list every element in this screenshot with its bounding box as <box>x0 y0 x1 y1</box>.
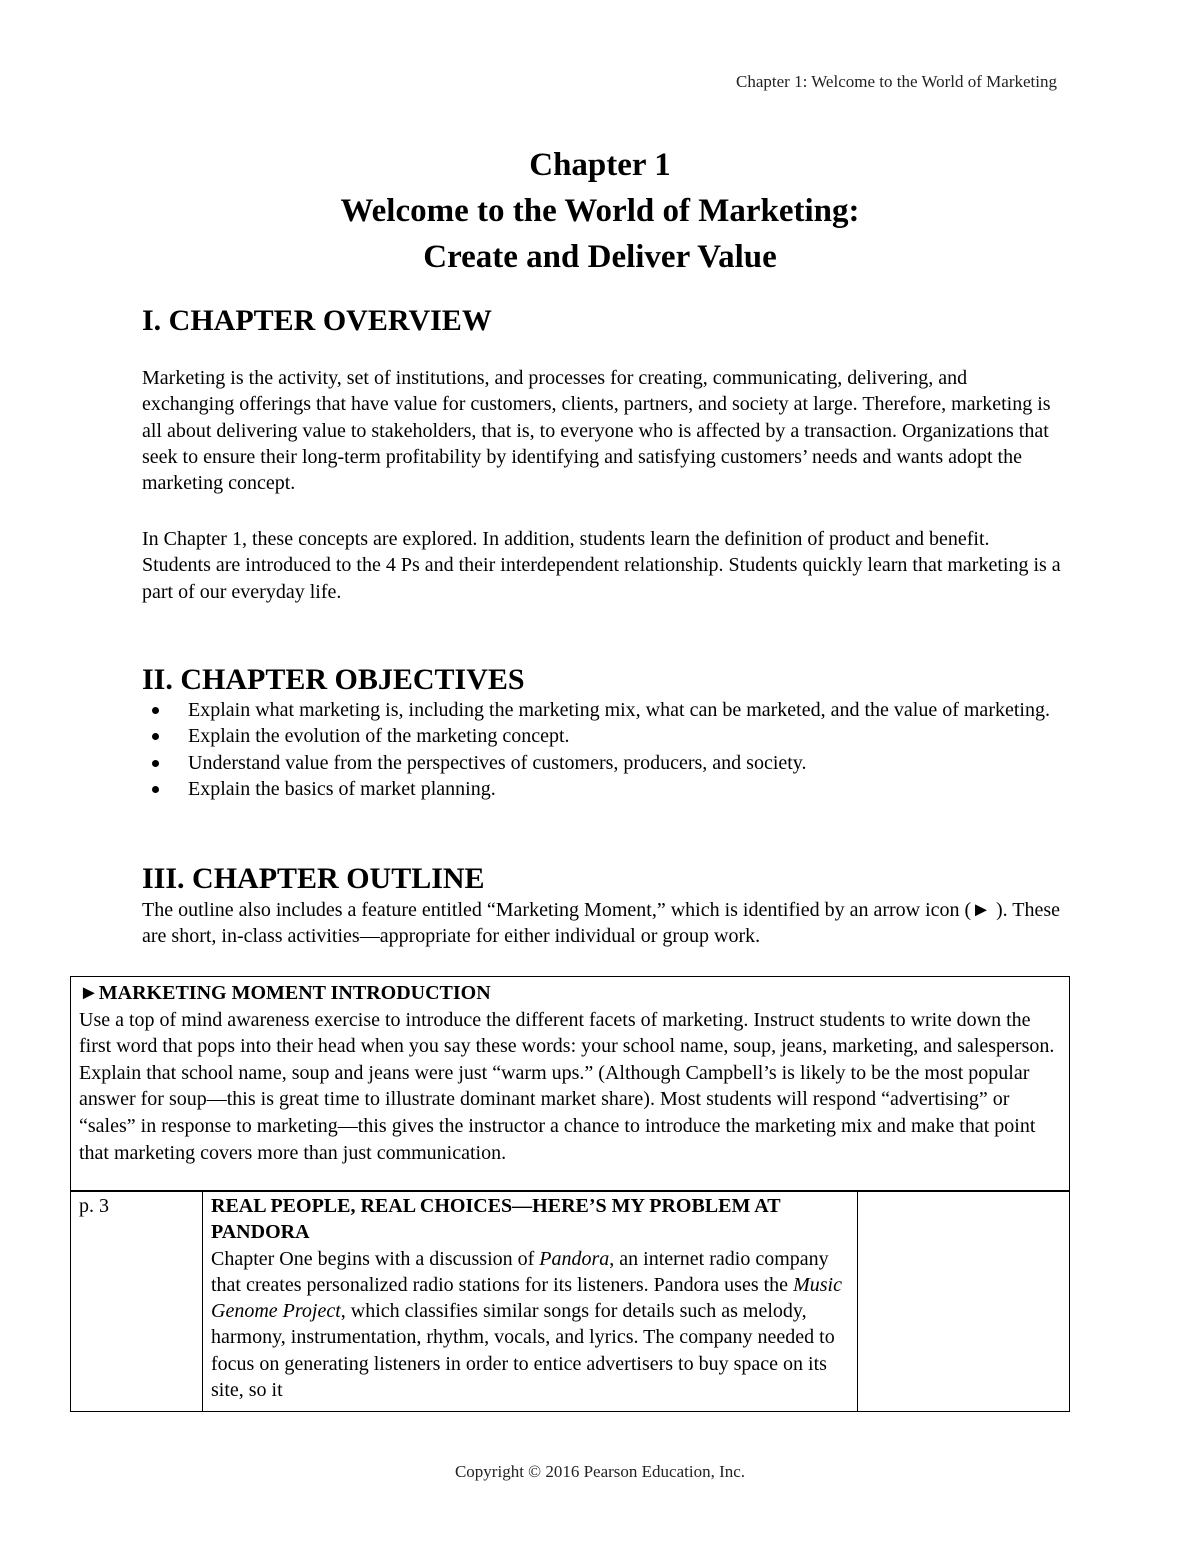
objective-item: Explain what marketing is, including the marketing mix, what can be marketed, and the value of marketing. <box>142 697 1062 723</box>
marketing-moment-title: ►MARKETING MOMENT INTRODUCTION <box>79 982 491 1004</box>
outline-intro-text: The outline also includes a feature entitled “Marketing Moment,” which is identified by an arrow icon (► ). These are short, in-class activities—appropriate for either individual or group work. <box>142 899 1061 948</box>
objectives-list <box>142 697 1062 802</box>
bullet-icon <box>152 760 159 767</box>
outline-item-title: REAL PEOPLE, REAL CHOICES—HERE’S MY PROBLEM AT PANDORA <box>211 1195 781 1244</box>
bullet-icon <box>152 707 159 714</box>
chapter-number: Chapter 1 <box>529 147 671 183</box>
objective-item: Explain the basics of market planning. <box>142 776 1062 802</box>
outline-content-cell <box>203 1191 858 1412</box>
marketing-moment-box <box>70 976 1070 1192</box>
notes-cell <box>858 1191 1070 1412</box>
page-reference-cell <box>71 1191 203 1412</box>
bullet-icon <box>152 786 159 793</box>
outline-heading: III. CHAPTER OUTLINE <box>142 862 485 895</box>
outline-intro <box>142 897 1062 950</box>
outline-content <box>211 1193 849 1409</box>
chapter-title-block <box>0 142 1200 280</box>
bullet-icon <box>152 733 159 740</box>
running-header: Chapter 1: Welcome to the World of Marketing <box>736 72 1057 91</box>
overview-heading: I. CHAPTER OVERVIEW <box>142 304 492 337</box>
overview-paragraph-2 <box>142 526 1062 605</box>
marketing-moment-body: Use a top of mind awareness exercise to introduce the different facets of marketing. Instruct students to write down the first word that pops into their head when you say these words: your school name, soup, jeans, marketing, and salesperson. Explain that school name, soup and jeans were just “warm ups.” (Although Campbell’s is likely to be the most popular answer for soup—this is great time to illustrate dominant market share). Most students will respond “advertising” or “sales” in response to marketing—this gives the instructor a chance to introduce the marketing mix and make that point that marketing covers more than just communication. <box>79 1008 1055 1164</box>
outline-item-body: Chapter One begins with a discussion of Pandora, an internet radio company that creates personalized radio stations for its listeners. Pandora uses the Music Genome Project, which classifies similar songs for details such as melody, harmony, instrumentation, rhythm, vocals, and lyrics. The company needed to focus on generating listeners in order to entice advertisers to buy space on its site, so it <box>211 1247 842 1402</box>
copyright-footer: Copyright © 2016 Pearson Education, Inc. <box>454 1462 746 1481</box>
objective-item: Understand value from the perspectives of customers, producers, and society. <box>142 750 1062 776</box>
chapter-subtitle: Create and Deliver Value <box>423 239 777 275</box>
page-reference: p. 3 <box>79 1195 109 1217</box>
objectives-heading: II. CHAPTER OBJECTIVES <box>142 663 525 696</box>
objective-item: Explain the evolution of the marketing concept. <box>142 723 1062 749</box>
table-row <box>71 1191 1070 1412</box>
chapter-title: Welcome to the World of Marketing: <box>340 193 860 229</box>
outline-table <box>70 1190 1070 1412</box>
overview-text-2: In Chapter 1, these concepts are explored. In addition, students learn the definition of product and benefit. Students are introduced to the 4 Ps and their interdependent relationship. Students quickly learn that marketing is a part of our everyday life. <box>142 528 1061 603</box>
overview-text-1: Marketing is the activity, set of institutions, and processes for creating, communicating, delivering, and exchanging offerings that have value for customers, clients, partners, and society at large. Therefore, marketing is all about delivering value to stakeholders, that is, to everyone who is affected by a transaction. Organizations that seek to ensure their long-term profitability by identifying and satisfying customers’ needs and wants adopt the marketing concept. <box>142 367 1051 495</box>
overview-paragraph-1 <box>142 365 1062 496</box>
